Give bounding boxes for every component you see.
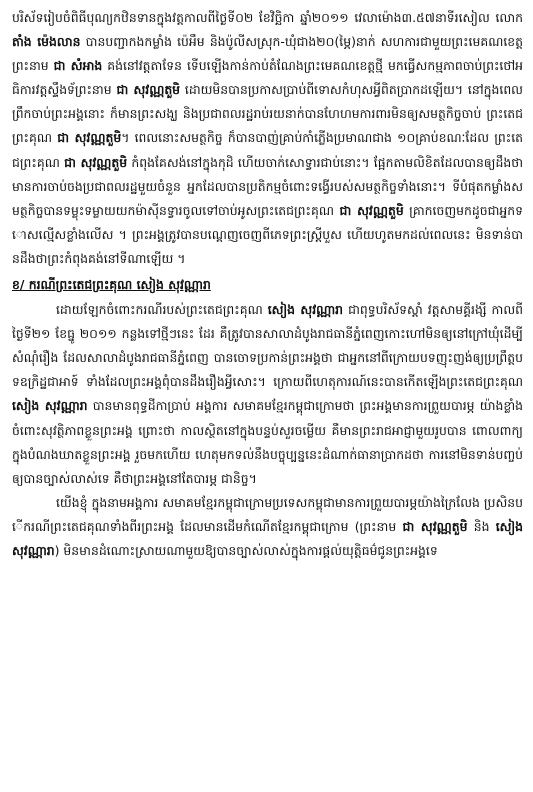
section-heading: ខ/ ករណីព្រះតេជព្រះគុណ សៀង សុវណ្ណារា [12, 277, 211, 293]
paragraph-organization-concern: យើងខ្ញុំ ក្នុងនាមអង្គការ សមាគមខ្មែរកម្ពុជាក្រោមប្រទេសកម្ពុជាមានការព្រួយបារម្ភយ៉ាងក្រៃលែង ប្រសិនបើករណីព្រះតេជគុណទាំងពីរព្រះអង្គ ដែលមានដើមកំណើតខ្មែរកម្ពុជាក្រោម (ព្រះនាម ជា សុវណ្ណតួមិ និង សៀង សុវណ្ណារា) មិនមានដំណោះស្រាយណាមួយឱ្យបានច្បាស់លាស់ក្នុងការផ្ដល់យុត្តិធម៌ជូនព្រះអង្គទេ [12, 494, 524, 558]
person-name: ជា សុវណ្ណតួមិ [402, 518, 468, 534]
person-name: តាំង ម៉េងលាន [12, 34, 81, 50]
paragraph-sieng-sovannara-case: ដោយឡែកចំពោះករណីរបស់ព្រះតេជព្រះគុណ សៀង សុវណ្ណារា ជាពុទ្ធបរិស័ទស្ដាំ វត្តសាមគ្គីរង្សី កាលពីថ្ងៃទី២១ ខែធ្នូ ២០១១ កន្លងទៅថ្មីៗនេះ ដែរ គឺត្រូវបានសាលាដំបូងរាជធានីភ្នំពេញកោះហៅមិនឲ្យនៅក្រៅឃុំដើម្បីសំណុំរឿង ដែលសាលាដំបូងរាជធានីភ្នំពេញ បានចោទប្រកាន់ព្រះអង្គថា ជាអ្នកនៅពីក្រោយបទញុះញង់ឲ្យប្រព្រឹត្តបទឧក្រិដ្ឋជាអាទ៍ ទាំងដែលព្រះអង្គពុំបានដឹងរឿងអ្វីសោះ។ ក្រោយពីហេតុការណ៍នេះបានកើតឡើងព្រះតេជព្រះគុណ សៀង សុវណ្ណារា បានមានពុទ្ធដីកាប្រាប់ អង្គការ សមាគមខ្មែរកម្ពុជាក្រោមថា ព្រះអង្គមានការព្រួយបារម្ភ យ៉ាងខ្លាំងចំពោះសុវត្ថិភាពខ្លួនព្រះអង្គ ព្រោះថា កាលស្ថិតនៅក្នុងបន្ទប់សួរចម្លើយ គឺមានព្រះរាជអាជ្ញាមួយរូបបាន ពោលពាក្យក្នុងបំណងឃាតខ្លួនព្រះអង្គ រួចមកហើយ ហេតុមកទល់នឹងបច្ចុប្បន្ននេះដំណាក់ធានាប្រាកដថា ការនៅមិនទាន់បញ្ចប់ឲ្យបានច្បាស់លាស់ទេ គឺថាព្រះអង្គនៅតែបារម្ភ ជានិច្ច។ [12, 302, 523, 486]
person-name: សៀង សុវណ្ណារា [267, 302, 344, 318]
person-name: សៀង សុវណ្ណារា [12, 398, 88, 414]
paragraph-arrest-account: បរិស័ទរៀបចំពិធីបុណ្យកឋិនទានក្នុងវត្តកាលពីថ្ងៃទី០២ ខែវិច្ឆិកា ឆ្នាំ២០១១ វេលាម៉ោង៣.៥៧នាទីរសៀល លោក តាំង ម៉េងលាន បានបញ្ជាកងកម្លាំង ប៉េអឹម និងប៉ូលីសស្រុក-ឃុំជាង២០(ម្ភៃ)នាក់ សហការជាមួយព្រះមេគណខេត្តព្រះនាម ជា សំអាង គង់នៅវត្តតាទែន ទើបឡើងកាន់កាប់តំណែងព្រះមេគណខេត្តថ្មី មកធ្វើសកម្មភាពចាប់ព្រះថៅអធិការវត្តស្ទឹងទ័ព្រះនាម ជា សុវណ្ណតួមិ ដោយមិនបានប្រកាសប្រាប់ពីទោសកំហុសអ្វីពិតប្រាកដឡើយ។ នៅក្នុងពេលព្រឹកចាប់ព្រះអង្គនោះ ក៏មានព្រះសង្ឃ និងប្រជាពលរដ្ឋរាប់រយនាក់បានហែហមការពារមិនឲ្យសមត្ថកិច្ចចាប់ ព្រះតេជព្រះគុណ ជា សុវណ្ណតួមិ។ ពេលនោះសមត្ថកិច្ច ក៏បានបាញ់គ្រាប់កាំភ្លើងប្រមាណជាង ១០គ្រាប់ខណៈដែល ព្រះតេជព្រះគុណ ជា សុវណ្ណតួមិ កំពុងគែសង់នៅក្នុងកុដិ ហើយចាក់សោទ្វារជាប់នោះ។ ផ្អែកតាមលិខិតដែលបានឲ្យដឹងថា មានការចាប់ចងប្រជាពលរដ្ឋមួយចំនួន អ្នកដែលបានប្រតិកម្មចំពោះទង្វើរបស់សមត្ថកិច្ចទាំងនោះ។ ទីបំផុតកម្លាំងសមត្ថកិច្ចបានទម្លុះទម្លាយយកម៉ាស៊ីនទ្វារចូលទៅចាប់អូសព្រះតេជព្រះគុណ ជា សុវណ្ណតួមិ គ្រាកចេញមកដូចជាអ្នកទោសល្មើសខ្លាំងលើស ។ ព្រះអង្គត្រូវបានបណ្តេញចេញពីភេទព្រះស្រ្តីបួស ហើយហូតមកដល់ពេលនេះ មិនទាន់បានដឹងថាព្រះកំពុងគង់នៅទីណាឡើយ ។ [12, 10, 524, 266]
person-name: ជា សុវណ្ណតួមិ [116, 82, 181, 98]
person-name: ជា សុវណ្ណតួមិ [57, 130, 122, 146]
person-name: ជា សំអាង [53, 58, 103, 74]
person-name: សៀង សុវណ្ណារា [12, 518, 524, 558]
person-name: ជា សុវណ្ណតួមិ [339, 202, 404, 218]
person-name: ជា សុវណ្ណតួមិ [64, 154, 128, 170]
